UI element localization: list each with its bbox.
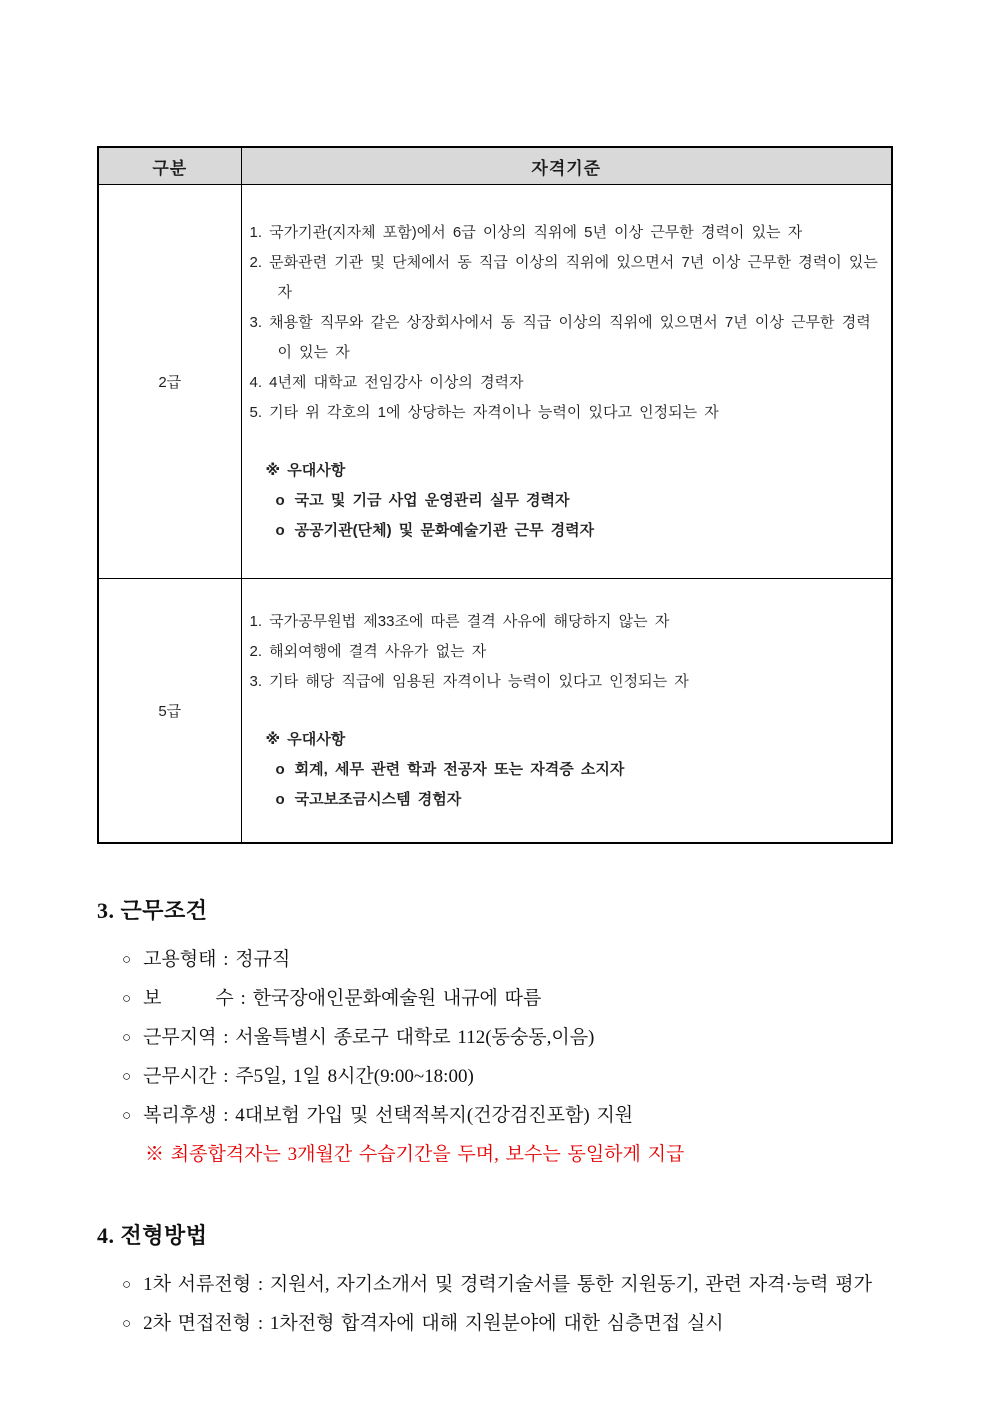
- criteria-item: 4. 4년제 대학교 전임강사 이상의 경력자: [249, 373, 524, 391]
- grade2-label: 2급: [98, 185, 241, 579]
- preference-text: 공공기관(단체) 및 문화예술기관 근무 경력자: [294, 521, 595, 539]
- condition-item-pay: [97, 980, 895, 1019]
- criteria-item: 2. 문화관련 기관 및 단체에서 동 직급 이상의 직위에 있으면서 7년 이상 근무한 경력이 있는 자: [249, 253, 878, 301]
- circle-bullet-icon: ○: [122, 1030, 132, 1046]
- separator: :: [216, 1105, 236, 1126]
- preference-title: ※ 우대사항: [265, 730, 346, 748]
- probation-note: ※ 최종합격자는 3개월간 수습기간을 두며, 보수는 동일하게 지급: [145, 1144, 685, 1165]
- condition-label: 보 수: [143, 988, 234, 1009]
- preference-text: 회계, 세무 관련 학과 전공자 또는 자격증 소지자: [294, 760, 625, 778]
- qualification-table: [97, 146, 893, 844]
- selection-item-interview: [97, 1305, 895, 1344]
- selection-label: 2차 면접전형: [143, 1313, 252, 1334]
- separator: :: [216, 949, 236, 970]
- circle-bullet-icon: ○: [122, 952, 132, 968]
- circle-bullet-icon: ○: [122, 991, 132, 1007]
- criteria-item: 2. 해외여행에 결격 사유가 없는 자: [249, 642, 487, 660]
- section4-body: [97, 1266, 895, 1344]
- grade5-criteria-cell: [241, 579, 892, 844]
- selection-item-document-screening: [97, 1266, 895, 1305]
- table-row-grade5: [98, 579, 892, 844]
- condition-label: 근무지역: [143, 1027, 217, 1048]
- condition-value: 4대보험 가입 및 선택적복지(건강검진포함) 지원: [235, 1105, 634, 1126]
- selection-value: 지원서, 자기소개서 및 경력기술서를 통한 지원동기, 관련 자격·능력 평가: [269, 1274, 872, 1295]
- circle-bullet-icon: o: [275, 760, 285, 778]
- circle-bullet-icon: o: [275, 521, 285, 539]
- grade2-criteria-cell: [241, 185, 892, 579]
- circle-bullet-icon: o: [275, 491, 285, 509]
- circle-bullet-icon: ○: [122, 1069, 132, 1085]
- section4-title: 4. 전형방법: [97, 1223, 208, 1248]
- preference-text: 국고 및 기금 사업 운영관리 실무 경력자: [294, 491, 570, 509]
- condition-item-hours: [97, 1058, 895, 1097]
- separator: :: [216, 1066, 236, 1087]
- grade5-label: 5급: [98, 579, 241, 844]
- circle-bullet-icon: o: [275, 790, 285, 808]
- preference-title: ※ 우대사항: [265, 461, 346, 479]
- circle-bullet-icon: ○: [122, 1277, 132, 1293]
- table-header-row: [98, 147, 892, 185]
- condition-value: 한국장애인문화예술원 내규에 따름: [252, 988, 542, 1009]
- section3-title: 3. 근무조건: [97, 898, 208, 923]
- preference-text: 국고보조금시스템 경험자: [294, 790, 462, 808]
- circle-bullet-icon: ○: [122, 1316, 132, 1332]
- separator: :: [251, 1313, 270, 1334]
- condition-value: 주5일, 1일 8시간(9:00~18:00): [235, 1066, 474, 1087]
- separator: :: [251, 1274, 270, 1295]
- condition-label: 고용형태: [143, 949, 217, 970]
- condition-value: 서울특별시 종로구 대학로 112(동숭동,이음): [235, 1027, 595, 1048]
- separator: :: [216, 1027, 236, 1048]
- criteria-item: 5. 기타 위 각호의 1에 상당하는 자격이나 능력이 있다고 인정되는 자: [249, 403, 719, 421]
- condition-item-employment-type: [97, 941, 895, 980]
- section3-body: [97, 941, 895, 1173]
- preference-item: [276, 486, 882, 516]
- column-header-category: 구분: [98, 147, 241, 185]
- criteria-item: 3. 채용할 직무와 같은 상장회사에서 동 직급 이상의 직위에 있으면서 7년 이상 근무한 경력이 있는 자: [249, 313, 871, 361]
- preference-item: [276, 516, 882, 546]
- criteria-item: 1. 국가기관(지자체 포함)에서 6급 이상의 직위에 5년 이상 근무한 경력이 있는 자: [249, 223, 803, 241]
- criteria-item: 3. 기타 해당 직급에 임용된 자격이나 능력이 있다고 인정되는 자: [249, 672, 689, 690]
- separator: :: [233, 988, 253, 1009]
- condition-label: 근무시간: [143, 1066, 217, 1087]
- condition-label: 복리후생: [143, 1105, 217, 1126]
- section-selection-method: [97, 1219, 895, 1344]
- preference-item: [276, 785, 882, 815]
- table-row-grade2: [98, 185, 892, 579]
- column-header-criteria: 자격기준: [241, 147, 892, 185]
- selection-label: 1차 서류전형: [143, 1274, 252, 1295]
- condition-item-welfare: [97, 1097, 895, 1136]
- condition-item-location: [97, 1019, 895, 1058]
- condition-value: 정규직: [235, 949, 291, 970]
- section-working-conditions: [97, 894, 895, 1173]
- selection-value: 1차전형 합격자에 대해 지원분야에 대한 심층면접 실시: [269, 1313, 724, 1334]
- criteria-item: 1. 국가공무원법 제33조에 따른 결격 사유에 해당하지 않는 자: [249, 612, 670, 630]
- preference-item: [276, 755, 882, 785]
- circle-bullet-icon: ○: [122, 1108, 132, 1124]
